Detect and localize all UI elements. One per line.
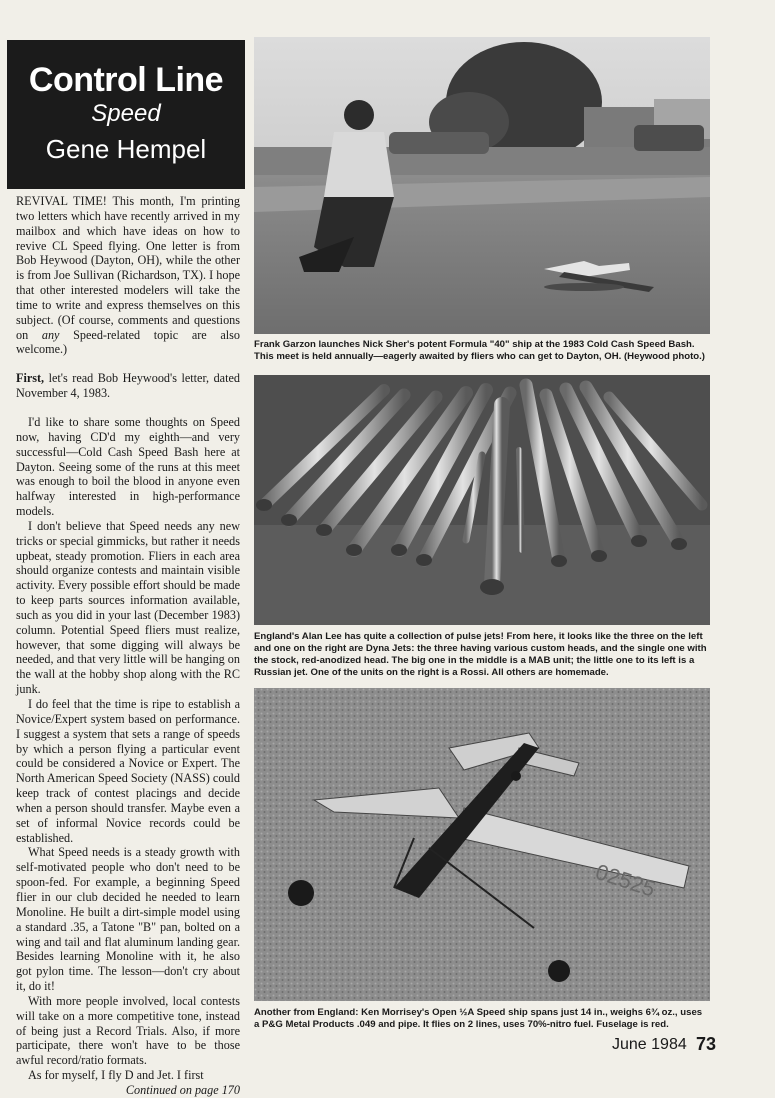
page-number: 73 (696, 1034, 717, 1054)
paragraph: I do feel that the time is ripe to establish a Novice/Expert system based on performance. I suggest a system that sets a range of speeds by which a person flying a particular event could be considered a Novice or Expert. The North American Speed Society (NASS) could keep track of contest placings and decide when a person should transfer. Maybe even a set of informal Novice records could be established. (16, 697, 240, 845)
column-author: Gene Hempel (45, 134, 207, 164)
photo-launch (254, 37, 710, 334)
column-title: Control Line (28, 61, 224, 99)
article-body (16, 194, 240, 1098)
column-header (7, 40, 245, 189)
paragraph-letter-intro: First, let's read Bob Heywood's letter, dated November 4, 1983. (16, 371, 240, 401)
caption-photo-speed-model: Another from England: Ken Morrisey's Open ½A Speed ship spans just 14 in., weighs 6¾ oz., uses a P&G Metal Products .049 and pipe. It flies on 2 lines, uses 70%-nitro fuel. Fuselage is red. (254, 1007, 703, 1030)
paragraph-intro: REVIVAL TIME! This month, I'm printing two letters which have recently arrived in my mailbox and which have ideas on how to revive CL Speed flying. One letter is from Bob Heywood (Dayton, OH), while the other is from Joe Sullivan (Richardson, TX). I hope that other interested modelers will take the time to write and express themselves on this subject. (Of course, comments and questions on any Speed-related topic are also welcome.) (16, 194, 241, 357)
caption-photo-launch: Frank Garzon launches Nick Sher's potent Formula "40" ship at the 1983 Cold Cash Speed Bash. This meet is held annually—eagerly awaited by fliers who can get to Dayton, OH. (Heywood photo.) (254, 339, 705, 362)
issue-date: June 1984 (612, 1036, 687, 1053)
paragraph: I don't believe that Speed needs any new tricks or special gimmicks, but rather it needs upbeat, steady promotion. Fliers in each area should organize contests and maintain visible activity. Every possible effort should be made to keep parts sources information available, such as you did in your last (December 1983) column. Potential Speed fliers must realize, however, that some digging will always be needed, and that very little will be hanging on the wall at the hobby shop along with the RC junk. (16, 518, 240, 697)
photo-pulse-jets (254, 375, 710, 625)
continued-note: Continued on page 170 (125, 1082, 240, 1097)
paragraph: As for myself, I fly D and Jet. I first (28, 1068, 204, 1083)
photo-speed-model (254, 688, 710, 1001)
paragraph: What Speed needs is a steady growth with self-motivated people who don't need to be spoon-fed. For example, a beginning Speed flier in our club decided he needed to learn Monoline. He built a dirt-simple model using a standard .35, a Tatone "B" pan, bolted on a wing and tail and flat aluminum landing gear. Besides learning Monoline with it, he also got pylon time. The lesson—don't cry about it, do it! (16, 845, 240, 994)
column-subtitle: Speed (91, 100, 161, 127)
wing-registration-text: 02525 (592, 858, 659, 902)
caption-photo-pulse-jets: England's Alan Lee has quite a collection of pulse jets! From here, it looks like the three on the left and one on the right are Dyna Jets: the three having various custom heads, and the single one with the stock, red-anodized head. The big one in the middle is a MAB unit; the little one to its left is a Russian jet. One of the units on the right is a Rossi. All others are homemade. (254, 631, 707, 678)
paragraph: I'd like to share some thoughts on Speed now, having CD'd my eighth—and very successful—Cold Cash Speed Bash here at Dayton. Seeing some of the runs at this meet was enough to boil the blood in anyone even halfway interested in high-performance models. (16, 414, 240, 519)
paragraph: With more people involved, local contests will take on a more competitive tone, instead of being just a Record Trials. Also, if more participate, there won't have to be those awful record/ratio formats. (16, 993, 240, 1068)
